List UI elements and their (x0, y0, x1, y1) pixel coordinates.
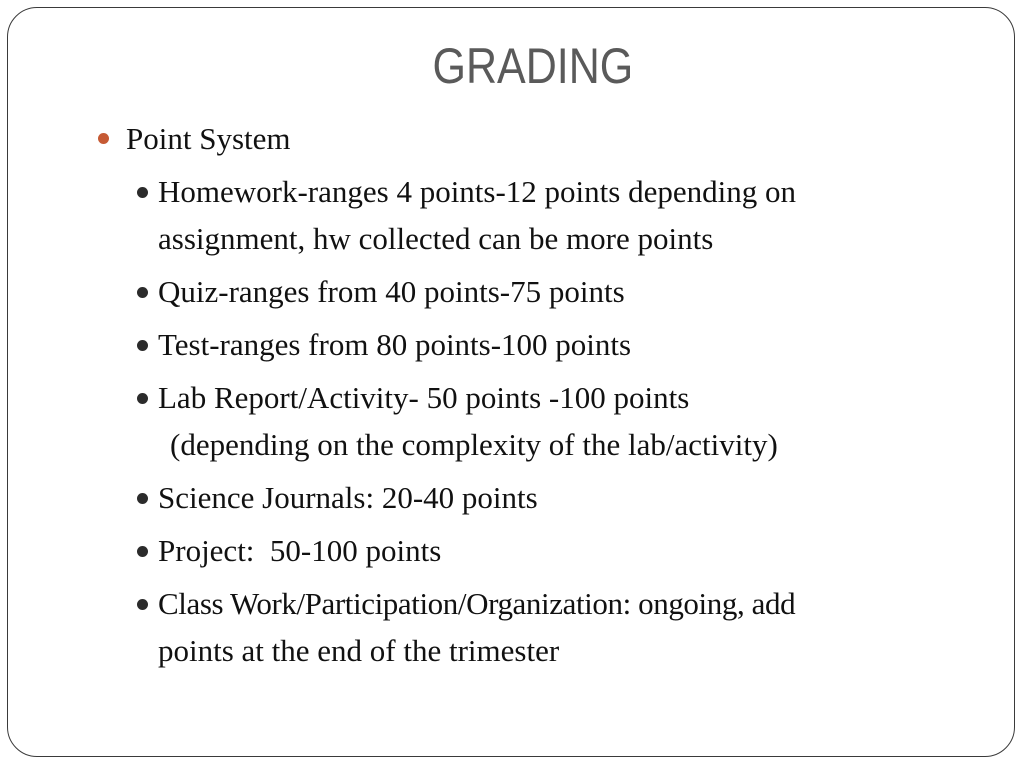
bullet-dot-icon (137, 187, 148, 198)
list-item-text: Class Work/Participation/Organization: ongoing, add (158, 586, 796, 621)
bullet-dot-icon (137, 340, 148, 351)
slide-title: GRADING (432, 38, 634, 94)
list-item-text: Test-ranges from 80 points-100 points (158, 327, 632, 362)
list-item-science-journals (158, 474, 958, 521)
bullet-dot-icon (137, 493, 148, 504)
list-item-class-work (158, 580, 958, 674)
list-item-text: Project: 50-100 points (158, 533, 442, 568)
bullet-dot-icon (137, 599, 148, 610)
list-item-lab-report (158, 374, 958, 468)
list-item-text: points at the end of the trimester (158, 633, 560, 668)
list-item-project (158, 527, 958, 574)
list-item-text: Lab Report/Activity- 50 points -100 points (158, 380, 690, 415)
list-item-text: assignment, hw collected can be more points (158, 221, 714, 256)
list-item-text: Science Journals: 20-40 points (158, 480, 538, 515)
point-system-list (158, 168, 958, 680)
list-item-quiz (158, 268, 958, 315)
list-item-homework (158, 168, 958, 262)
bullet-dot-icon (137, 393, 148, 404)
list-item-test (158, 321, 958, 368)
point-system-heading: Point System (126, 121, 291, 156)
bullet-dot-icon (98, 133, 109, 144)
list-item-text: (depending on the complexity of the lab/activity) (170, 427, 778, 462)
bullet-dot-icon (137, 287, 148, 298)
list-item-text: Homework-ranges 4 points-12 points depending on (158, 174, 796, 209)
bullet-dot-icon (137, 546, 148, 557)
list-item-text: Quiz-ranges from 40 points-75 points (158, 274, 625, 309)
